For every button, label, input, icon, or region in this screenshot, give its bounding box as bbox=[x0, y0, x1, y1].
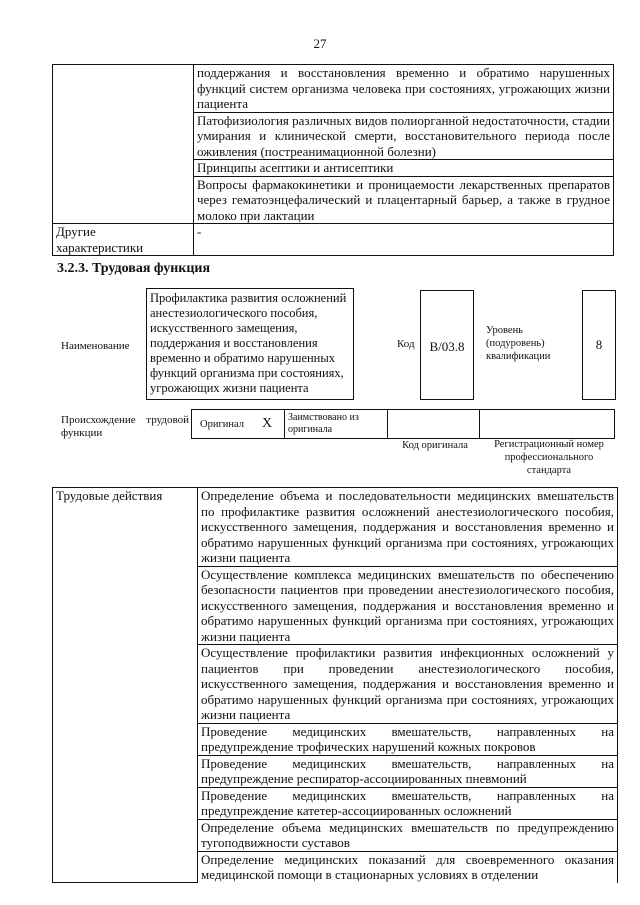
registration-number-caption: Регистрационный номер профессионального стандарта bbox=[494, 439, 604, 476]
name-label: Наименование bbox=[61, 340, 130, 352]
origin-label: Происхождение трудовой функции bbox=[61, 414, 189, 439]
borrowed-label: Заимствовано из оригинала bbox=[285, 410, 388, 438]
top-continuation-table bbox=[52, 64, 614, 256]
table-cell-label bbox=[53, 65, 194, 224]
labor-actions-table bbox=[52, 487, 618, 883]
original-code-caption: Код оригинала bbox=[402, 440, 468, 451]
other-characteristics-value: - bbox=[194, 224, 614, 256]
original-label: Оригинал bbox=[200, 419, 244, 430]
code-value: B/03.8 bbox=[420, 290, 474, 400]
level-label: Уровень (подуровень) квалификации bbox=[486, 325, 551, 362]
original-code-cell bbox=[388, 410, 480, 438]
page-number: 27 bbox=[313, 36, 327, 51]
labor-action-item: Осуществление профилактики развития инфекционных осложнений у пациентов при проведении анестезиологического пособия, искусственного замещения, поддержания и восстановления временно и обратимо нарушенных функций организма при состояниях, угрожающих жизни пациента bbox=[198, 645, 618, 724]
table-row bbox=[53, 224, 614, 256]
labor-action-item: Проведение медицинских вмешательств, направленных на предупреждение респиратор-ассоциированных пневмоний bbox=[198, 755, 618, 787]
origin-row bbox=[191, 409, 615, 439]
labor-action-item: Осуществление комплекса медицинских вмешательств по обеспечению безопасности пациентов при проведении анестезиологического пособия, искусственного замещения, поддержания и восстановления временно и обратимо нарушенных функций организма при состояниях, угрожающих жизни пациента bbox=[198, 566, 618, 645]
labor-action-item: Определение медицинских показаний для своевременного оказания медицинской помощи в стационарных условиях в отделении bbox=[198, 851, 618, 883]
function-name-box: Профилактика развития осложнений анестезиологического пособия, искусственного замещения, поддержания и восстановления временно и обратимо нарушенных функций организма при состояниях, угрожающих жизни пациента bbox=[146, 288, 354, 400]
section-heading: 3.2.3. Трудовая функция bbox=[57, 261, 211, 276]
table-row bbox=[53, 488, 618, 567]
labor-actions-label: Трудовые действия bbox=[53, 488, 198, 883]
labor-action-item: Проведение медицинских вмешательств, направленных на предупреждение трофических нарушений кожных покровов bbox=[198, 723, 618, 755]
labor-action-item: Проведение медицинских вмешательств, направленных на предупреждение катетер-ассоциированных осложнений bbox=[198, 787, 618, 819]
code-label: Код bbox=[397, 338, 415, 350]
original-mark: X bbox=[262, 416, 273, 431]
labor-action-item: Определение объема и последовательности медицинских вмешательств по профилактике развития осложнений анестезиологического пособия, искусственного замещения, поддержания и восстановления временно и обратимо нарушенных функций организма при состояниях, угрожающих жизни пациента bbox=[198, 488, 618, 567]
other-characteristics-label: Другие характеристики bbox=[53, 224, 194, 256]
level-value: 8 bbox=[582, 290, 616, 400]
table-row bbox=[53, 65, 614, 113]
labor-action-item: Определение объема медицинских вмешательств по предупреждению тугоподвижности суставов bbox=[198, 819, 618, 851]
table-cell: Принципы асептики и антисептики bbox=[194, 160, 614, 177]
original-cell bbox=[192, 410, 285, 438]
table-cell: Вопросы фармакокинетики и проницаемости лекарственных препаратов через гематоэнцефалический и плацентарный барьер, а также в грудное молоко при лактации bbox=[194, 176, 614, 224]
table-cell: Патофизиология различных видов полиорганной недостаточности, стадии умирания и клинической смерти, восстановительного периода после оживления (постреанимационной болезни) bbox=[194, 112, 614, 160]
table-cell: поддержания и восстановления временно и обратимо нарушенных функций систем организма человека при состояниях, угрожающих жизни пациента bbox=[194, 65, 614, 113]
